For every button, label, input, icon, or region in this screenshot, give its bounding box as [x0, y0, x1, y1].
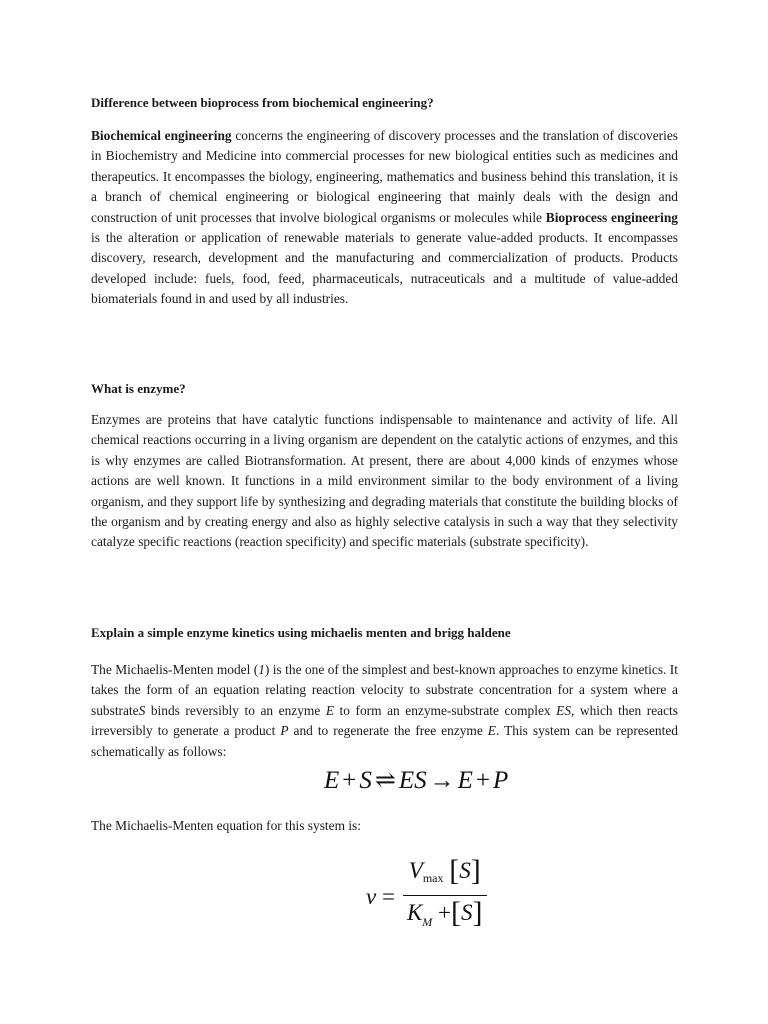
text-segment: and to regenerate the free enzyme	[288, 723, 488, 739]
eq-s: S	[359, 767, 372, 794]
text-segment: to form an enzyme-substrate complex	[334, 702, 557, 718]
fraction-denominator	[403, 896, 487, 939]
text-part-2: is the alteration or application of renewable materials to generate value-added products. It encompasses discovery, research, development and the manufacturing and commercialization of products. Products developed include: fuels, food, feed, pharmaceuticals, nutraceuticals and a multitude of value-added biomaterials found in and used by all industries.	[91, 230, 678, 307]
eq-plus: +	[342, 767, 357, 794]
variable-s: S	[138, 702, 146, 718]
text-segment: , which then reacts irreversibly to generate a product	[91, 702, 678, 739]
equation-fraction	[403, 854, 487, 939]
paragraph-michaelis-menten	[91, 660, 678, 762]
reference-number: 1	[258, 662, 265, 677]
eq-vmax-subscript: max	[422, 871, 444, 885]
text-segment: binds reversibly to an enzyme	[145, 702, 326, 718]
eq-e: E	[324, 767, 340, 794]
bracket-left: [	[451, 896, 462, 929]
term-bioprocess-engineering: Bioprocess engineering	[545, 209, 678, 225]
paragraph-enzyme: Enzymes are proteins that have catalytic functions indispensable to maintenance and activity of life. All chemical reactions occurring in a living organism are dependent on the catalytic actions of enzymes, and this is why enzymes are called Biotransformation. At present, there are about 4,000 kinds of enzymes whose actions are well known. It functions in a mild environment similar to the body environment of a living organism, and they support life by synthesizing and degrading materials that constitute the building blocks of the organism and by creating energy and also as highly selective catalysis in such a way that they selectivity catalyze specific reactions (reaction specificity) and specific materials (substrate specificity).	[91, 412, 678, 550]
eq-km-subscript: M	[422, 915, 433, 929]
heading-enzyme-kinetics: Explain a simple enzyme kinetics using michaelis menten and brigg haldene	[91, 625, 511, 640]
eq-equals: =	[381, 883, 395, 909]
heading-bioprocess-difference: Difference between bioprocess from biochemical engineering?	[91, 95, 434, 110]
forward-arrow-icon: →	[429, 767, 455, 794]
variable-e: E	[487, 723, 496, 739]
bracket-right: ]	[472, 896, 483, 929]
text-segment: The Michaelis-Menten model (	[91, 662, 259, 677]
paragraph-equation-intro: The Michaelis-Menten equation for this system is:	[91, 818, 361, 833]
bracket-left: [	[449, 854, 460, 887]
variable-es: ES	[556, 702, 572, 718]
eq-plus: +	[438, 900, 452, 925]
eq-vmax: V	[408, 858, 423, 883]
eq-km: K	[406, 900, 423, 925]
michaelis-menten-equation	[366, 854, 487, 939]
eq-s: S	[461, 900, 473, 925]
heading-what-is-enzyme: What is enzyme?	[91, 381, 186, 396]
variable-e: E	[325, 702, 334, 718]
eq-s: S	[459, 858, 471, 883]
eq-e: E	[457, 767, 473, 794]
eq-v: v	[366, 883, 377, 909]
eq-plus: +	[475, 767, 491, 794]
paragraph-bioprocess-difference	[91, 126, 678, 310]
reversible-arrow-icon: ⇌	[374, 767, 396, 794]
text-part-1: concerns the engineering of discovery processes and the translation of discoveries in Biochemistry and Medicine into commercial processes for new biological entities such as medicines and therapeutics. It encompasses the biology, engineering, mathematics and business behind this translation, it is a branch of chemical engineering or biological engineering that mainly deals with the design and construction of unit processes that involve biological organisms or molecules while	[91, 128, 678, 225]
eq-p: P	[493, 767, 509, 794]
reaction-scheme-equation	[324, 764, 508, 798]
eq-es: ES	[398, 767, 427, 794]
text-segment: ) is the one of the simplest and best-known approaches to enzyme kinetics. It takes the form of an equation relating reaction velocity to substrate concentration for a system where a substrate	[91, 662, 678, 718]
variable-p: P	[280, 723, 289, 739]
text-segment: . This system can be represented schematically as follows:	[91, 723, 678, 759]
term-biochemical-engineering: Biochemical engineering	[91, 128, 232, 143]
bracket-right: ]	[470, 854, 481, 887]
velocity-symbol	[366, 884, 395, 910]
fraction-numerator	[405, 854, 485, 895]
